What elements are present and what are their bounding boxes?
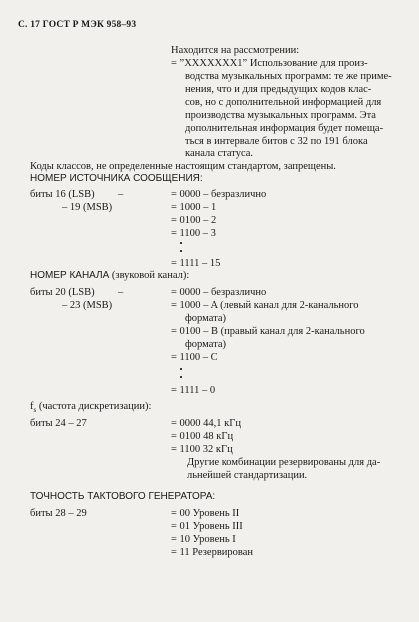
channel-value-4: = 1111 – 0 <box>171 385 216 396</box>
channel-value-1-cont: формата) <box>185 313 226 324</box>
intro-line-2: водства музыкальных программ: те же приме- <box>185 71 392 82</box>
under-review-label: Находится на рассмотрении: <box>171 45 300 56</box>
source-value-2: = 0100 – 2 <box>171 215 217 226</box>
sampling-symbol: f <box>30 401 34 412</box>
channel-heading-suffix: (звуковой канал): <box>111 270 190 281</box>
clock-value-0: = 00 Уровень II <box>171 508 240 519</box>
ellipsis-dot <box>180 376 182 378</box>
forbidden-note: Коды классов, не определенные настоящим стандартом, запрещены. <box>30 161 336 172</box>
clock-value-3: = 11 Резервирован <box>171 547 254 558</box>
channel-heading-main: НОМЕР КАНАЛА <box>30 270 110 281</box>
channel-bits-line-2: – 23 (MSB) <box>62 300 113 311</box>
source-bits-line-2: – 19 (MSB) <box>62 202 113 213</box>
source-number-heading: НОМЕР ИСТОЧНИКА СООБЩЕНИЯ: <box>30 173 203 184</box>
sampling-value-1: = 0100 48 кГц <box>171 431 234 442</box>
clock-accuracy-heading: ТОЧНОСТЬ ТАКТОВОГО ГЕНЕРАТОРА: <box>30 491 216 502</box>
source-bits-dash: – <box>118 189 124 200</box>
sampling-bits: биты 24 – 27 <box>30 418 87 429</box>
sampling-heading <box>30 401 151 416</box>
intro-line-8: канала статуса. <box>185 148 254 159</box>
sampling-note-line-1: Другие комбинации резервированы для да- <box>187 457 381 468</box>
sampling-note-line-2: льнейшей стандартизации. <box>187 470 308 481</box>
channel-value-1: = 1000 – A (левый канал для 2-канального <box>171 300 359 311</box>
sampling-subscript: s <box>33 406 37 415</box>
intro-line-4: сов, но с дополнительной информацией для <box>185 97 382 108</box>
source-value-1: = 1000 – 1 <box>171 202 217 213</box>
intro-line-7: ться в интервале битов с 32 по 191 блока <box>185 136 368 147</box>
ellipsis-dot <box>180 368 182 370</box>
intro-line-1: = ”XXXXXXX1” Использование для произ- <box>171 58 368 69</box>
clock-value-2: = 10 Уровень I <box>171 534 236 545</box>
sampling-heading-text: (частота дискретизации): <box>38 401 152 412</box>
ellipsis-dot <box>180 250 182 252</box>
channel-value-3: = 1100 – C <box>171 352 218 363</box>
intro-line-5: производства музыкальных программ. Эта <box>185 110 376 121</box>
intro-line-3: нения, что и для предыдущих кодов клас- <box>185 84 372 95</box>
channel-bits-dash: – <box>118 287 124 298</box>
clock-bits: биты 28 – 29 <box>30 508 87 519</box>
channel-value-2-cont: формата) <box>185 339 226 350</box>
channel-number-heading <box>30 270 189 282</box>
channel-value-0: = 0000 – безразлично <box>171 287 267 298</box>
channel-bits-line-1: биты 20 (LSB) <box>30 287 95 298</box>
source-value-0: = 0000 – безразлично <box>171 189 267 200</box>
source-bits-line-1: биты 16 (LSB) <box>30 189 95 200</box>
intro-line-6: дополнительная информация будет помеща- <box>185 123 384 134</box>
sampling-value-0: = 0000 44,1 кГц <box>171 418 241 429</box>
source-value-4: = 1111 – 15 <box>171 258 221 269</box>
page-header: С. 17 ГОСТ Р МЭК 958–93 <box>18 20 137 30</box>
ellipsis-dot <box>180 242 182 244</box>
clock-value-1: = 01 Уровень III <box>171 521 243 532</box>
sampling-value-2: = 1100 32 кГц <box>171 444 233 455</box>
channel-value-2: = 0100 – B (правый канал для 2-канального <box>171 326 365 337</box>
source-value-3: = 1100 – 3 <box>171 228 216 239</box>
